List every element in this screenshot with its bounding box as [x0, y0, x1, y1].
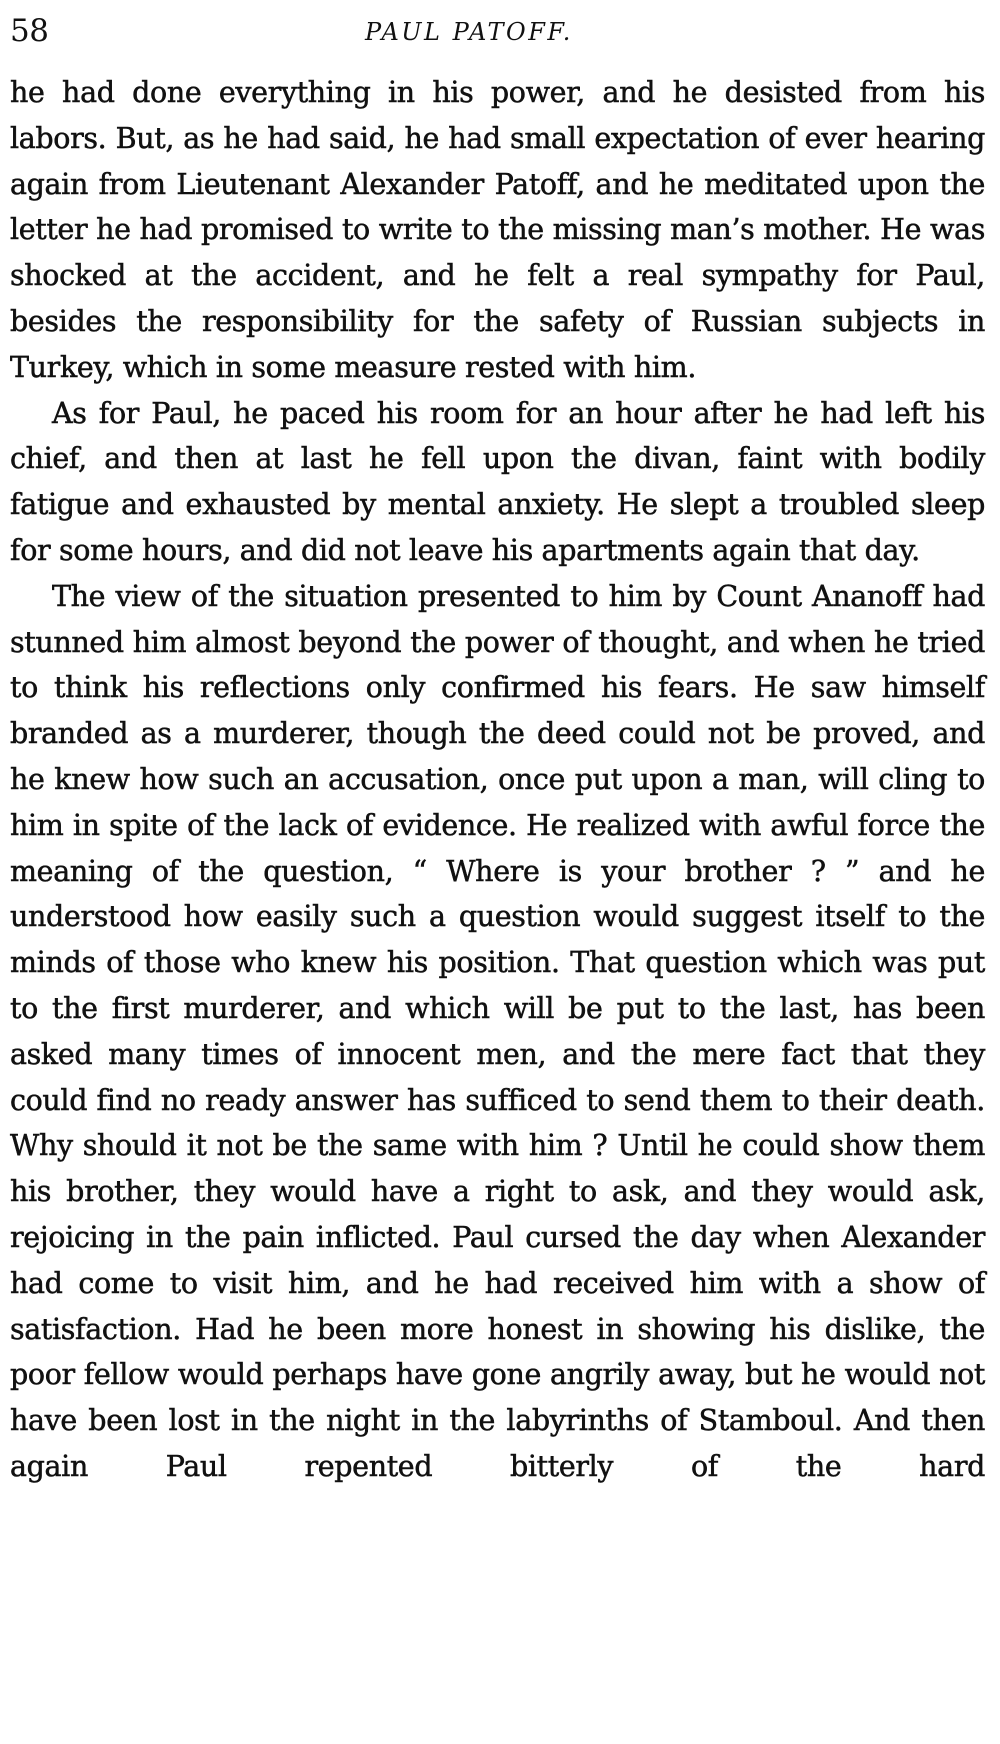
running-title: PAUL PATOFF. — [365, 18, 573, 46]
paragraph-1: he had done everything in his power, and he desisted from his labors. But, as he had said, he had small expectation of ever hearing again from Lieutenant Alexander Patoff, and he meditated upon the letter he had promised to write to the missing man’s mother. He was shocked at the accident, and he felt a real sympathy for Paul, besides the responsibility for the safety of Russian subjects in Turkey, which in some measure rested with him. — [10, 76, 985, 384]
paragraph-3: The view of the situation presented to him by Count Ananoff had stunned him almost beyond the power of thought, and when he tried to think his reflections only confirmed his fears. He saw himself branded as a murderer, though the deed could not be proved, and he knew how such an accusation, once put upon a man, will cling to him in spite of the lack of evidence. He realized with awful force the meaning of the question, “ Where is your brother ? ” and he understood how easily such a question would suggest itself to the minds of those who knew his position. That question which was put to the first murderer, and which will be put to the last, has been asked many times of innocent men, and the mere fact that they could find no ready answer has sufficed to send them to their death. Why should it not be the same with him ? Until he could show them his brother, they would have a right to ask, and they would ask, rejoicing in the pain inflicted. Paul cursed the day when Alexander had come to visit him, and he had received him with a show of satisfaction. Had he been more honest in showing his dislike, the poor fellow would perhaps have gone angrily away, but he would not have been lost in the night in the labyrinths of Stamboul. And then again Paul repented bitterly of the hard — [10, 579, 985, 1483]
paragraph-2: As for Paul, he paced his room for an hour after he had left his chief, and then at last he fell upon the divan, faint with bodily fatigue and exhausted by mental anxiety. He slept a troubled sleep for some hours, and did not leave his apartments again that day. — [10, 396, 985, 567]
running-head — [10, 14, 985, 50]
page-number: 58 — [10, 13, 49, 49]
book-page — [10, 14, 985, 1490]
